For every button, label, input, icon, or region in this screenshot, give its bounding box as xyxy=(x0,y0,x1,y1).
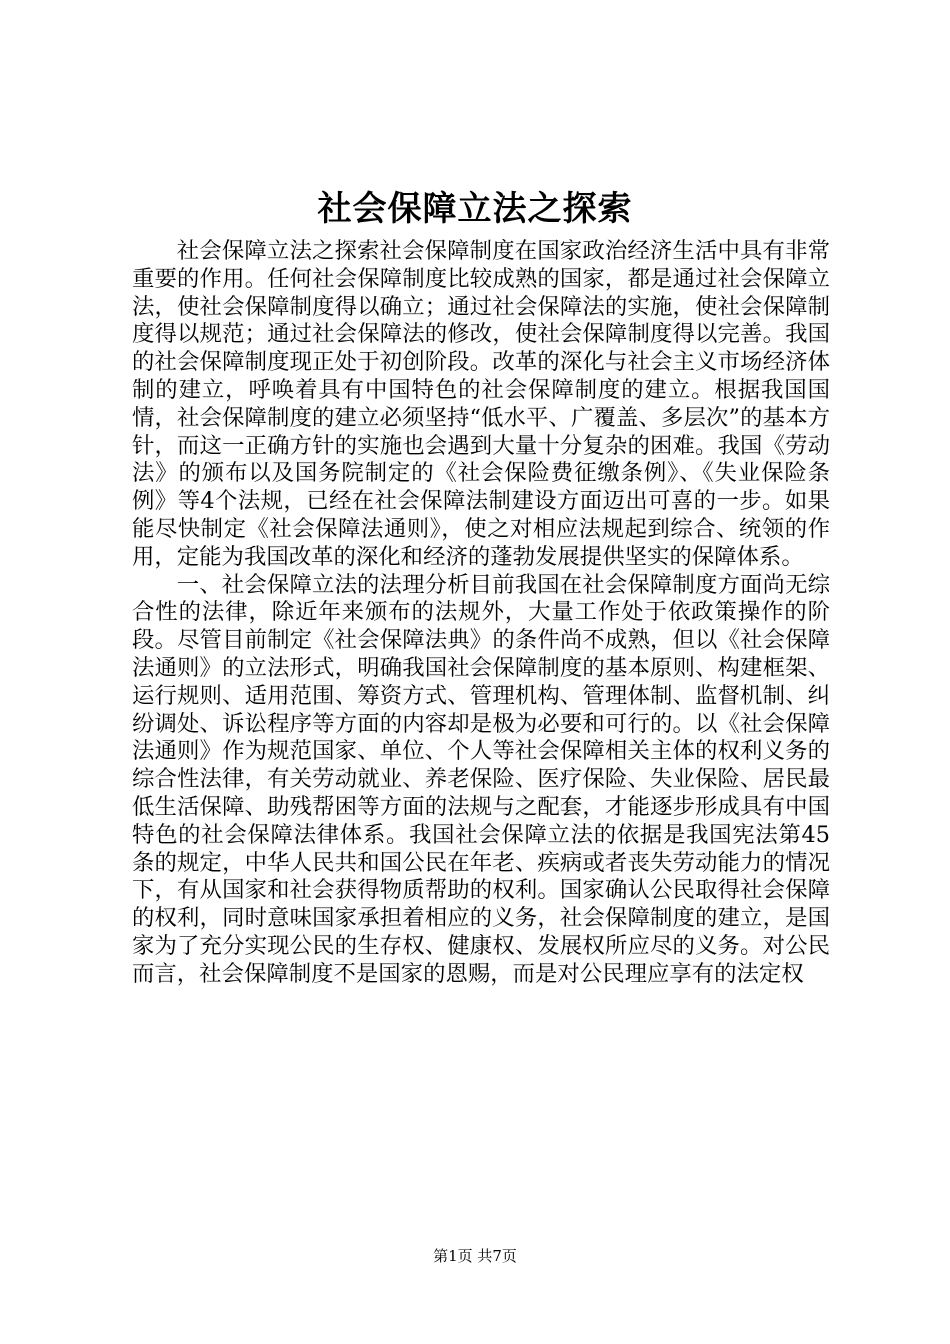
document-title: 社会保障立法之探索 xyxy=(317,189,633,229)
document-body xyxy=(132,238,830,989)
page-number: 第1页 共7页 xyxy=(433,1247,517,1265)
paragraph-intro: 社会保障立法之探索社会保障制度在国家政治经济生活中具有非常重要的作用。任何社会保障制度比较成熟的国家，都是通过社会保障立法，使社会保障制度得以确立；通过社会保障法的实施，使社会保障制度得以规范；通过社会保障法的修改，使社会保障制度得以完善。我国的社会保障制度现正处于初创阶段。改革的深化与社会主义市场经济体制的建立，呼唤着具有中国特色的社会保障制度的建立。根据我国国情，社会保障制度的建立必须坚持“低水平、广覆盖、多层次”的基本方针，而这一正确方针的实施也会遇到大量十分复杂的困难。我国《劳动法》的颁布以及国务院制定的《社会保险费征缴条例》、《失业保险条例》等4个法规，已经在社会保障法制建设方面迈出可喜的一步。如果能尽快制定《社会保障法通则》，使之对相应法规起到综合、统领的作用，定能为我国改革的深化和经济的蓬勃发展提供坚实的保障体系。 xyxy=(132,238,830,570)
paragraph-section-one: 一、社会保障立法的法理分析目前我国在社会保障制度方面尚无综合性的法律，除近年来颁布的法规外，大量工作处于依政策操作的阶段。尽管目前制定《社会保障法典》的条件尚不成熟，但以《社会保障法通则》的立法形式，明确我国社会保障制度的基本原则、构建框架、运行规则、适用范围、筹资方式、管理机构、管理体制、监督机制、纠纷调处、诉讼程序等方面的内容却是极为必要和可行的。以《社会保障法通则》作为规范国家、单位、个人等社会保障相关主体的权利义务的综合性法律，有关劳动就业、养老保险、医疗保险、失业保险、居民最低生活保障、助残帮困等方面的法规与之配套，才能逐步形成具有中国特色的社会保障法律体系。我国社会保障立法的依据是我国宪法第45条的规定，中华人民共和国公民在年老、疾病或者丧失劳动能力的情况下，有从国家和社会获得物质帮助的权利。国家确认公民取得社会保障的权利，同时意味国家承担着相应的义务，社会保障制度的建立，是国家为了充分实现公民的生存权、健康权、发展权所应尽的义务。对公民而言，社会保障制度不是国家的恩赐，而是对公民理应享有的法定权 xyxy=(132,571,830,987)
